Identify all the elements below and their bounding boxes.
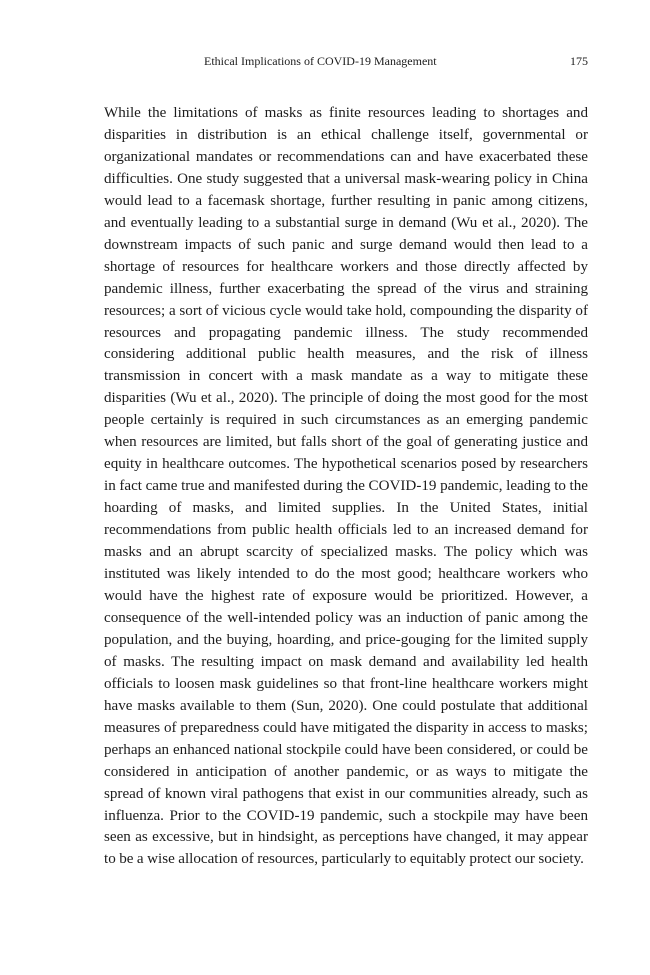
running-header bbox=[104, 52, 588, 70]
running-title: Ethical Implications of COVID-19 Management bbox=[204, 54, 437, 68]
body-paragraph: While the limitations of masks as finite resources leading to shortages and disparities in distribution is an ethical challenge itself, governmental or organizational mandates or recommendations can and have exacerbated these difficulties. One study suggested that a universal mask-wearing policy in China would lead to a facemask shortage, further resulting in panic among citizens, and eventually leading to a substantial surge in demand (Wu et al., 2020). The downstream impacts of such panic and surge demand would then lead to a shortage of resources for healthcare workers and those directly affected by pandemic illness, further exacerbating the spread of the virus and straining resources; a sort of vicious cycle would take hold, compounding the disparity of resources and propagating pandemic illness. The study recommended considering additional public health measures, and the risk of illness transmission in concert with a mask mandate as a way to mitigate these disparities (Wu et al., 2020). The principle of doing the most good for the most people certainly is required in such circumstances as an emerging pandemic when resources are limited, but falls short of the goal of generating justice and equity in healthcare outcomes. The hypothetical scenarios posed by researchers in fact came true and manifested during the COVID-19 pandemic, leading to the hoarding of masks, and limited supplies. In the United States, initial recommendations from public health officials led to an increased demand for masks and an abrupt scarcity of specialized masks. The policy which was instituted was likely intended to do the most good; healthcare workers who would have the highest rate of exposure would be prioritized. However, a consequence of the well-intended policy was an induction of panic among the population, and the buying, hoarding, and price-gouging for the limited supply of masks. The resulting impact on mask demand and availability led health officials to loosen mask guidelines so that front-line healthcare workers might have masks available to them (Sun, 2020). One could postulate that additional measures of preparedness could have mitigated the disparity in access to masks; perhaps an enhanced national stockpile could have been considered, or could be considered in anticipation of another pandemic, or as ways to mitigate the spread of known viral pathogens that exist in our communities already, such as influenza. Prior to the COVID-19 pandemic, such a stockpile may have been seen as excessive, but in hindsight, as perceptions have changed, it may appear to be a wise allocation of resources, particularly to equitably protect our society. bbox=[104, 105, 588, 868]
page-number: 175 bbox=[570, 54, 588, 68]
